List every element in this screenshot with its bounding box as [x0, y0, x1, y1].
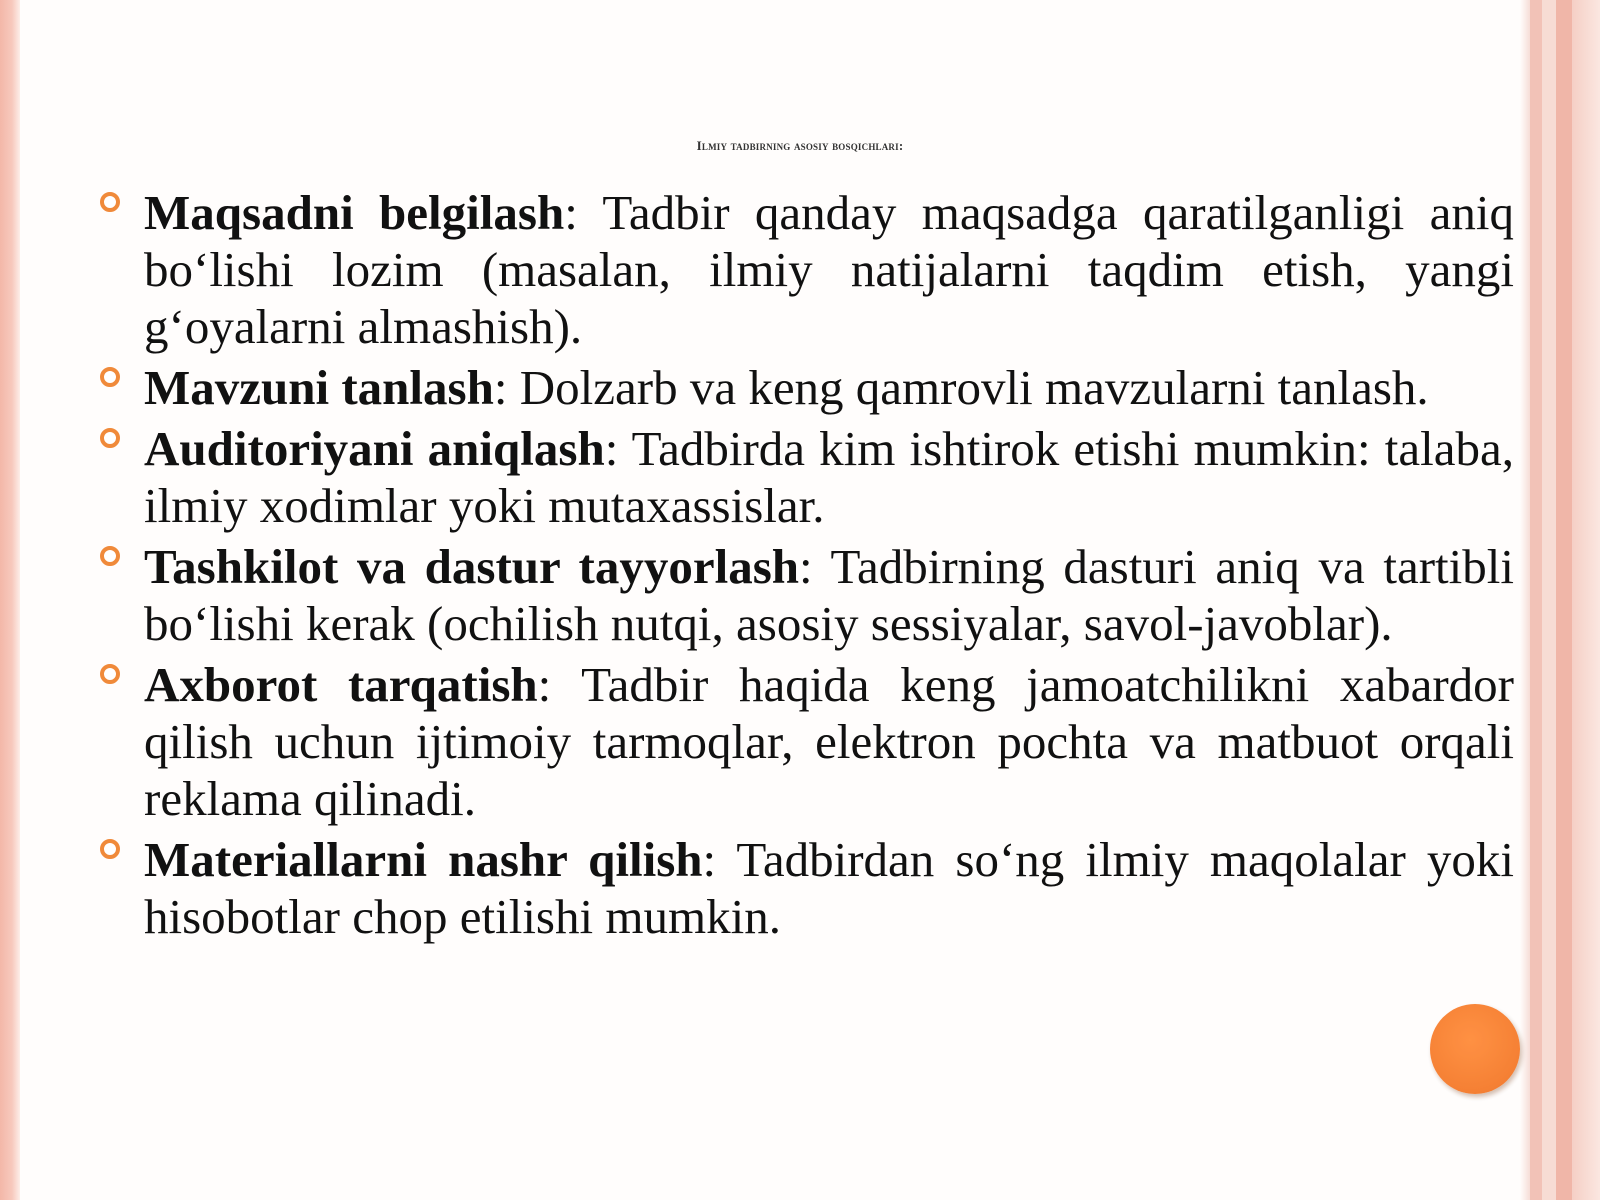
- item-separator: :: [564, 185, 578, 240]
- item-text: [144, 831, 1514, 945]
- ring-bullet-icon: [100, 546, 120, 566]
- item-separator: :: [537, 657, 552, 712]
- right-decorative-band: [1530, 0, 1542, 1200]
- list-item: [100, 184, 1514, 355]
- list-item: [100, 538, 1514, 652]
- item-text: [144, 359, 1514, 416]
- orange-circle-icon: [1430, 1004, 1520, 1094]
- ring-bullet-icon: [100, 367, 120, 387]
- right-decorative-band: [1542, 0, 1556, 1200]
- item-description: Dolzarb va keng qamrovli mavzularni tanlash.: [507, 360, 1429, 415]
- right-decorative-band: [1572, 0, 1600, 1200]
- item-term: Materiallarni nashr qilish: [144, 832, 703, 887]
- item-separator: :: [702, 832, 717, 887]
- item-separator: :: [604, 421, 619, 476]
- ring-bullet-icon: [100, 428, 120, 448]
- item-separator: :: [799, 539, 813, 594]
- item-term: Maqsadni belgilash: [144, 185, 565, 240]
- ring-bullet-icon: [100, 192, 120, 212]
- item-term: Mavzuni tanlash: [144, 360, 494, 415]
- item-description: Tadbirdan so‘ng ilmiy maqolalar yoki hisobotlar chop etilishi mumkin.: [144, 832, 1514, 944]
- item-text: [144, 420, 1514, 534]
- item-description: Tadbirning dasturi aniq va tartibli bo‘lishi kerak (ochilish nutqi, asosiy sessiyalar, savol-javoblar).: [144, 539, 1514, 651]
- bullet-list: [100, 184, 1514, 949]
- item-description: Tadbirda kim ishtirok etishi mumkin: talaba, ilmiy xodimlar yoki mutaxassislar.: [144, 421, 1514, 533]
- item-text: [144, 538, 1514, 652]
- ring-bullet-icon: [100, 664, 120, 684]
- list-item: [100, 359, 1514, 416]
- list-item: [100, 420, 1514, 534]
- item-description: Tadbir qanday maqsadga qaratilganligi aniq bo‘lishi lozim (masalan, ilmiy natijalarni taqdim etish, yangi g‘oyalarni almashish).: [144, 185, 1514, 354]
- item-term: Tashkilot va dastur tayyorlash: [144, 539, 800, 594]
- item-text: [144, 184, 1514, 355]
- left-decorative-stripe: [0, 0, 20, 1200]
- item-term: Axborot tarqatish: [144, 657, 538, 712]
- right-decorative-band: [1556, 0, 1572, 1200]
- slide-title: Ilmiy tadbirning asosiy bosqichlari:: [696, 138, 904, 153]
- list-item: [100, 831, 1514, 945]
- item-description: Tadbir haqida keng jamoatchilikni xabardor qilish uchun ijtimoiy tarmoqlar, elektron pochta va matbuot orqali reklama qilinadi.: [144, 657, 1514, 826]
- item-term: Auditoriyani aniqlash: [144, 421, 605, 476]
- item-separator: :: [493, 360, 508, 415]
- right-shadow: [1520, 0, 1530, 1200]
- list-item: [100, 656, 1514, 827]
- item-text: [144, 656, 1514, 827]
- ring-bullet-icon: [100, 839, 120, 859]
